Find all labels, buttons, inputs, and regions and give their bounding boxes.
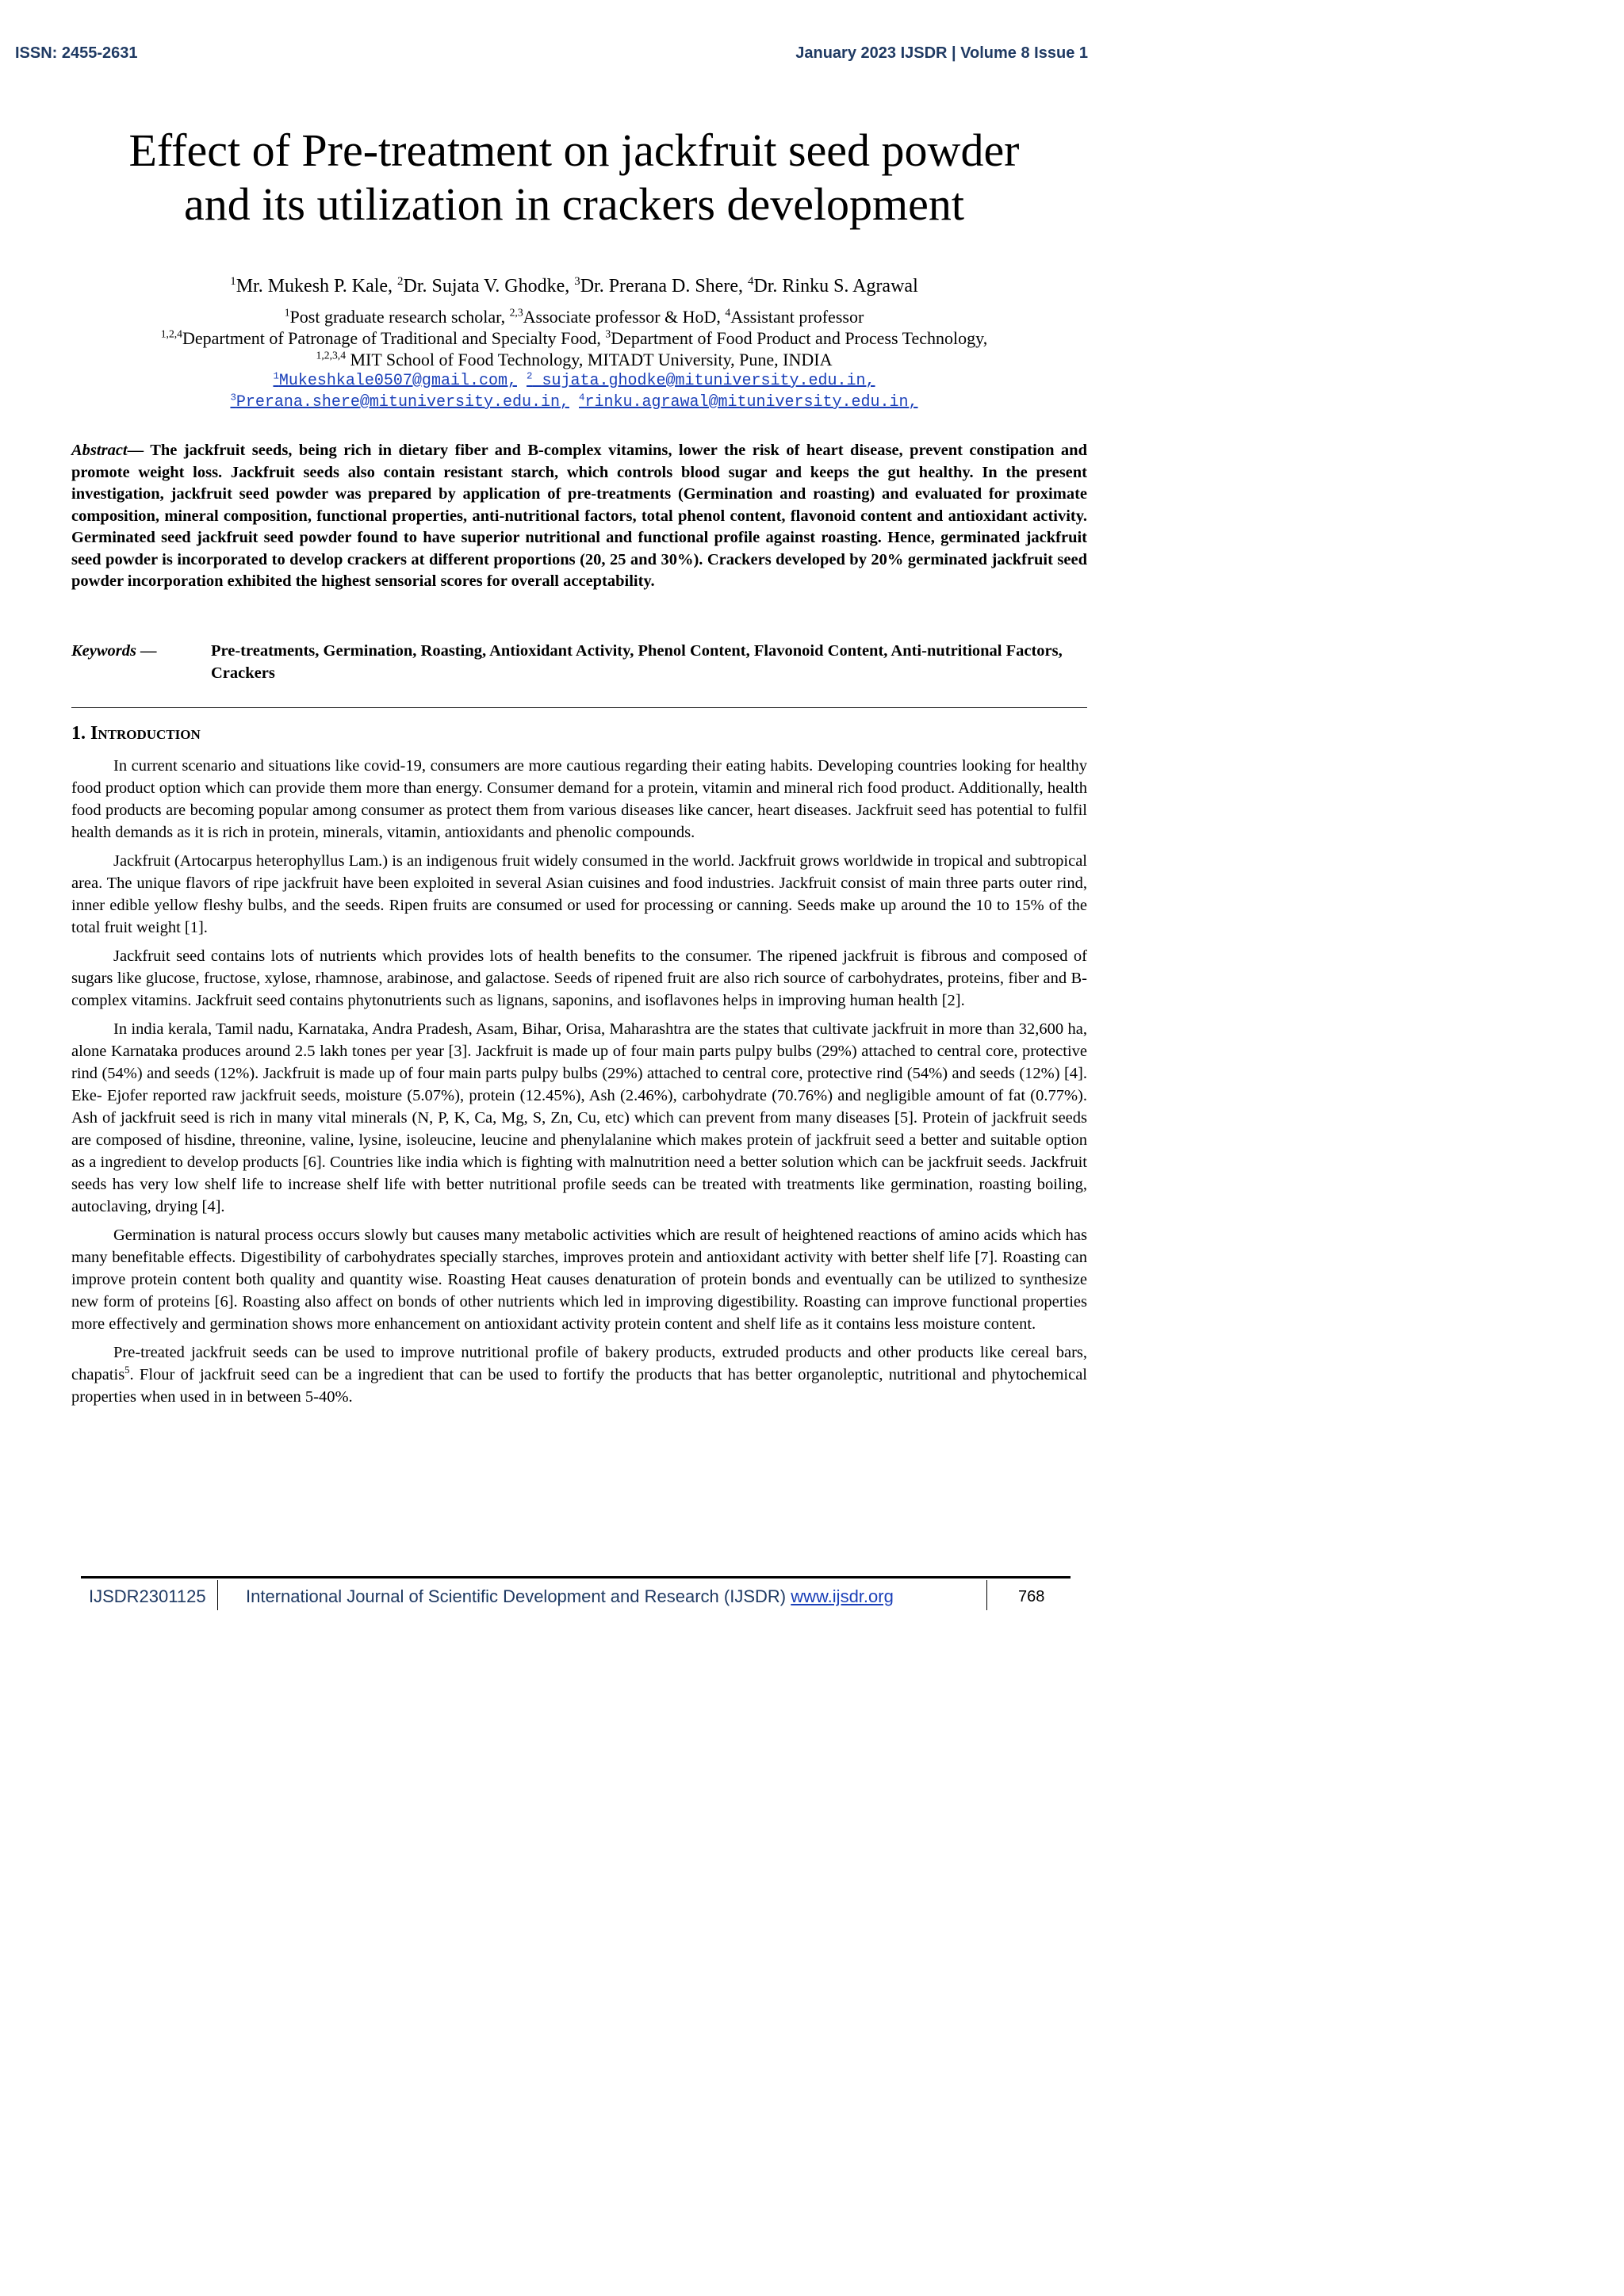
abstract-label: Abstract [71, 442, 128, 459]
reference-sup: 5 [124, 1364, 130, 1376]
abstract-text: The jackfruit seeds, being rich in dietary fiber and B-complex vitamins, lower the risk of heart disease, prevent constipation and promote weight loss. Jackfruit seeds also contain resistant starch, which controls blood sugar and keeps the gut healthy. In the present investigation, jackfruit seed powder was prepared by application of pre-treatments (Germination and roasting) and evaluated for proximate composition, mineral composition, functional properties, anti-nutritional factors, total phenol content, flavonoid content and antioxidant activity. Germinated seed jackfruit seed powder found to have superior nutritional and functional profile against roasting. Hence, germinated jackfruit seed powder is incorporated to develop crackers at different proportions (20, 25 and 30%). Crackers developed by 20% germinated jackfruit seed powder incorporation exhibited the highest sensorial scores for overall acceptability. [71, 442, 1087, 590]
page-footer [81, 1576, 1071, 1617]
author-1: Mr. Mukesh P. Kale, [236, 276, 398, 297]
section-number: 1. [71, 723, 90, 744]
issn-label: ISSN: 2455-2631 [15, 44, 138, 62]
abstract-dash: — [127, 442, 151, 459]
title-line-1: Effect of Pre-treatment on jackfruit seed powder [128, 124, 1020, 176]
paragraph: Germination is natural process occurs slowly but causes many metabolic activities which are result of heightened reactions of amino acids which has many benefitable effects. Digestibility of carbohydrates specially starches, improves protein and antioxidant activity with better shelf life [7]. Roasting can improve protein content both quality and quantity wise. Roasting Heat causes denaturation of protein bonds and eventually can be utilized to synthesize new form of proteins [6]. Roasting also affect on bonds of other nutrients which led in improving digestibility. Roasting can improve functional properties more effectively and germination shows more enhancement on antioxidant activity protein content and shelf life as it contains less moisture content. [71, 1226, 1087, 1333]
affil-sup: 2,3 [509, 306, 523, 319]
affil-text: Assistant professor [730, 307, 864, 327]
paper-id: IJSDR2301125 [89, 1586, 206, 1606]
section-heading [71, 723, 201, 744]
author-4-sup: 4 [747, 275, 754, 288]
footer-separator [217, 1580, 218, 1610]
affil-sup: 3 [605, 327, 611, 340]
paragraph [71, 1341, 1087, 1408]
issue-label: January 2023 IJSDR | Volume 8 Issue 1 [795, 44, 1088, 62]
email-sup: 3 [230, 392, 236, 404]
affiliations [0, 306, 1148, 413]
email-sup: 4 [579, 392, 585, 404]
email-line-2 [0, 392, 1148, 413]
journal-url-link[interactable]: www.ijsdr.org [791, 1586, 894, 1606]
email-text: Mukeshkale0507@gmail.com, [278, 372, 517, 390]
email-sup: 1 [273, 370, 279, 382]
email-sup: 2 [526, 370, 533, 382]
affiliation-line-3 [0, 349, 1148, 370]
affil-text: Department of Patronage of Traditional and Specialty Food, [182, 328, 606, 348]
author-3: Dr. Prerana D. Shere, [580, 276, 748, 297]
email-link-4[interactable] [579, 393, 918, 411]
footer-separator [986, 1580, 987, 1610]
author-2-sup: 2 [397, 275, 404, 288]
section-title: Introduction [90, 723, 201, 744]
affiliation-line-2 [0, 327, 1148, 349]
paper-title [71, 124, 1077, 232]
email-line-1 [0, 370, 1148, 392]
paragraph: In current scenario and situations like covid-19, consumers are more cautious regarding their eating habits. Developing countries looking for healthy food product option which can provide them more than energy. Consumer demand for a protein, vitamin and mineral rich food product. Additionally, health food products are becoming popular among consumer as protect them from various diseases like cancer, heart diseases. Jackfruit seed has potential to fulfil health demands as it is rich in protein, minerals, vitamin, antioxidants and phenolic compounds. [71, 757, 1087, 841]
affil-sup: 4 [725, 306, 731, 319]
abstract [71, 440, 1087, 593]
paragraph-text: Pre-treated jackfruit seeds can be used to improve nutritional profile of bakery products, extruded products and other products like cereal bars, chapatis [71, 1344, 1087, 1383]
journal-name [246, 1586, 894, 1607]
page-number: 768 [1018, 1588, 1045, 1605]
affil-sup: 1 [284, 306, 290, 319]
keywords-label: Keywords — [71, 642, 157, 660]
affil-text: Department of Food Product and Process Technology, [611, 328, 988, 348]
author-2: Dr. Sujata V. Ghodke, [403, 276, 575, 297]
paragraph-text: . Flour of jackfruit seed can be a ingredient that can be used to fortify the products that has better organoleptic, nutritional and phytochemical properties when used in in between 5-40%. [71, 1366, 1087, 1406]
affil-text: Associate professor & HoD, [523, 307, 726, 327]
affil-sup: 1,2,3,4 [316, 349, 346, 362]
author-list [0, 274, 1148, 298]
email-link-1[interactable] [273, 372, 517, 390]
email-link-2[interactable] [527, 372, 875, 390]
author-3-sup: 3 [574, 275, 580, 288]
section-divider [71, 707, 1087, 708]
author-1-sup: 1 [230, 275, 236, 288]
keywords-text: Pre-treatments, Germination, Roasting, Antioxidant Activity, Phenol Content, Flavonoid Content, Anti-nutritional Factors, Crackers [211, 642, 1063, 682]
affil-sup: 1,2,4 [160, 327, 182, 340]
body-text [71, 755, 1087, 1414]
running-header [0, 44, 1148, 67]
keywords [71, 641, 1087, 684]
email-text: Prerana.shere@mituniversity.edu.in, [236, 393, 569, 411]
affiliation-line-1 [0, 306, 1148, 327]
title-line-2: and its utilization in crackers development [183, 178, 965, 230]
paragraph: Jackfruit (Artocarpus heterophyllus Lam.) is an indigenous fruit widely consumed in the world. Jackfruit grows worldwide in tropical and subtropical area. The unique flavors of ripe jackfruit have been exploited in several Asian cuisines and food industries. Jackfruit consist of main three parts outer rind, inner edible yellow fleshy bulbs, and the seeds. Ripen fruits are consumed or used for processing or canning. Seeds make up around the 10 to 15% of the total fruit weight [1]. [71, 852, 1087, 936]
email-link-3[interactable] [230, 393, 569, 411]
paragraph: In india kerala, Tamil nadu, Karnataka, Andra Pradesh, Asam, Bihar, Orisa, Maharashtra are the states that cultivate jackfruit in more than 32,600 ha, alone Karnataka produces around 2.5 lakh tones per year [3]. Jackfruit is made up of four main parts pulpy bulbs (29%) attached to central core, protective rind (54%) and seeds (12%). Jackfruit is made up of four main parts pulpy bulbs (29%) attached to central core, protective rind (54%) and seeds (12%) [4]. Eke- Ejofer reported raw jackfruit seeds, moisture (5.07%), protein (12.45%), Ash (2.46%), carbohydrate (70.76%) and negligible amount of fat (0.77%). Ash of jackfruit seed is rich in many vital minerals (N, P, K, Ca, Mg, S, Zn, Cu, etc) which can prevent from many diseases [5]. Protein of jackfruit seeds are composed of hisdine, threonine, valine, lysine, isoleucine, leucine and phenylalanine which makes protein of jackfruit seed a better and suitable option as a ingredient to develop products [6]. Countries like india which is fighting with malnutrition need a better solution which can be jackfruit seeds. Jackfruit seeds has very low shelf life to increase shelf life with better nutritional profile seeds can be treated with treatments like germination, roasting boiling, autoclaving, drying [4]. [71, 1020, 1087, 1215]
affil-text: MIT School of Food Technology, MITADT University, Pune, INDIA [346, 350, 833, 369]
email-text: sujata.ghodke@mituniversity.edu.in, [542, 372, 875, 390]
paragraph: Jackfruit seed contains lots of nutrients which provides lots of health benefits to the consumer. The ripened jackfruit is fibrous and composed of sugars like glucose, fructose, xylose, rhamnose, arabinose, and galactose. Seeds of ripened fruit are also rich source of carbohydrates, proteins, fiber and B-complex vitamins. Jackfruit seed contains phytonutrients such as lignans, saponins, and isoflavones helps in improving human health [2]. [71, 947, 1087, 1009]
journal-text: International Journal of Scientific Development and Research (IJSDR) [246, 1586, 791, 1606]
affil-text: Post graduate research scholar, [289, 307, 510, 327]
email-text: rinku.agrawal@mituniversity.edu.in, [584, 393, 918, 411]
author-4: Dr. Rinku S. Agrawal [753, 276, 918, 297]
